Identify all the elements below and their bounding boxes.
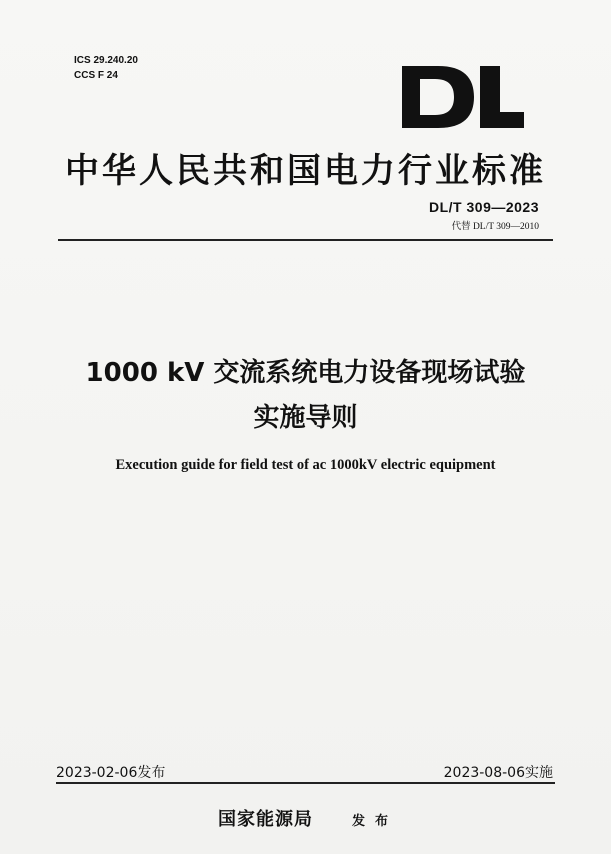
supersedes-standard: 代替 DL/T 309—2010 [451,222,539,232]
document-title-line2: 实施导则 [253,403,358,433]
issue-date: 2023-02-06发布 [56,765,166,781]
standard-number: DL/T 309—2023 [429,199,539,215]
implementation-date: 2023-08-06实施 [443,765,553,781]
publish-label: 发布 [352,814,399,829]
top-divider [58,239,553,241]
ics-code: ICS 29.240.20 [74,55,138,66]
english-title: Execution guide for field test of ac 1000kV electric equipment [115,457,496,473]
dl-logo [402,66,524,128]
ccs-code: CCS F 24 [74,70,118,81]
standard-category-title: 中华人民共和国电力行业标准 [65,151,546,191]
document-title: 1000 kV 交流系统电力设备现场试验 [85,358,526,388]
bottom-divider [56,782,555,784]
classification-codes [74,53,138,83]
publisher-name: 国家能源局 [218,809,313,830]
